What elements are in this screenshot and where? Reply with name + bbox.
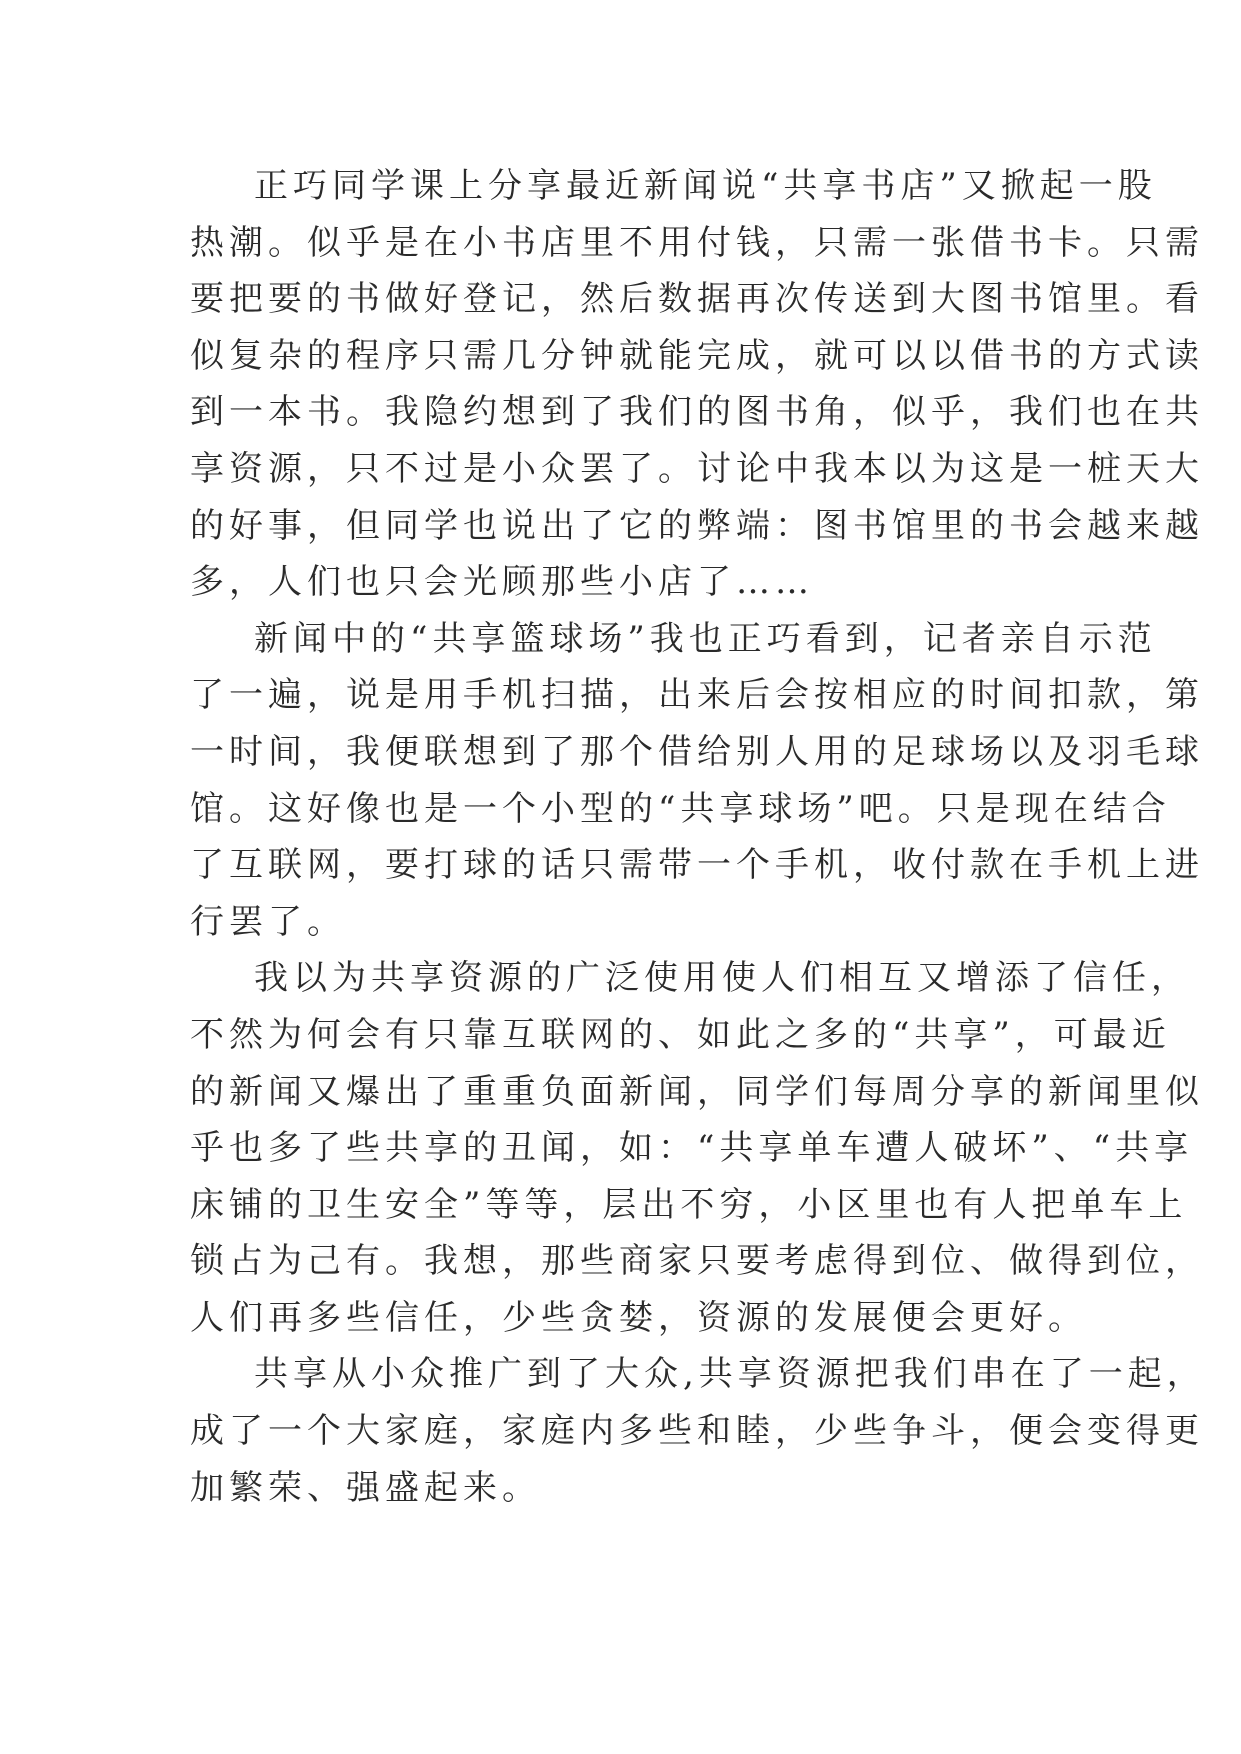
paragraph-line: 享资源，只不过是小众罢了。讨论中我本以为这是一桩天大 (190, 448, 1204, 489)
paragraph-line: 新闻中的“共享篮球场”我也正巧看到，记者亲自示范 (254, 618, 1157, 659)
essay-body (190, 158, 1206, 1516)
paragraph-line: 要把要的书做好登记，然后数据再次传送到大图书馆里。看 (190, 279, 1204, 320)
paragraph-line: 乎也多了些共享的丑闻，如：“共享单车遭人破坏”、“共享 (190, 1128, 1194, 1169)
paragraph-line: 多，人们也只会光顾那些小店了…… (190, 562, 814, 603)
paragraph-line: 锁占为己有。我想，那些商家只要考虑得到位、做得到位， (190, 1241, 1204, 1282)
paragraph-line: 不然为何会有只靠互联网的、如此之多的“共享”，可最近 (190, 1014, 1171, 1055)
paragraph-line: 似复杂的程序只需几分钟就能完成，就可以以借书的方式读 (190, 335, 1204, 376)
paragraph-line: 到一本书。我隐约想到了我们的图书角，似乎，我们也在共 (190, 392, 1204, 433)
paragraph-shared-bookstore (190, 158, 1204, 611)
paragraph-line: 的新闻又爆出了重重负面新闻，同学们每周分享的新闻里似 (190, 1071, 1204, 1112)
paragraph-line: 行罢了。 (190, 901, 346, 942)
paragraph-line: 了互联网，要打球的话只需带一个手机，收付款在手机上进 (190, 845, 1204, 886)
paragraph-line: 馆。这好像也是一个小型的“共享球场”吧。只是现在结合 (190, 788, 1171, 829)
paragraph-line: 我以为共享资源的广泛使用使人们相互又增添了信任， (254, 958, 1190, 999)
paragraph-line: 床铺的卫生安全”等等，层出不穷，小区里也有人把单车上 (190, 1184, 1188, 1225)
paragraph-line: 一时间，我便联想到了那个借给别人用的足球场以及羽毛球 (190, 731, 1204, 772)
paragraph-line: 正巧同学课上分享最近新闻说“共享书店”又掀起一股 (254, 166, 1157, 206)
paragraph-line: 加繁荣、强盛起来。 (190, 1467, 541, 1508)
paragraph-line: 成了一个大家庭，家庭内多些和睦，少些争斗，便会变得更 (190, 1411, 1204, 1452)
paragraph-line: 了一遍，说是用手机扫描，出来后会按相应的时间扣款，第 (190, 675, 1204, 716)
paragraph-trust (190, 950, 1204, 1346)
paragraph-line: 人们再多些信任，少些贪婪，资源的发展便会更好。 (190, 1297, 1087, 1338)
paragraph-line: 热潮。似乎是在小书店里不用付钱，只需一张借书卡。只需 (190, 222, 1204, 263)
paragraph-shared-court (190, 611, 1204, 951)
paragraph-line: 共享从小众推广到了大众,共享资源把我们串在了一起， (254, 1354, 1206, 1395)
paragraph-conclusion (190, 1346, 1206, 1516)
paragraph-line: 的好事，但同学也说出了它的弊端：图书馆里的书会越来越 (190, 505, 1204, 546)
